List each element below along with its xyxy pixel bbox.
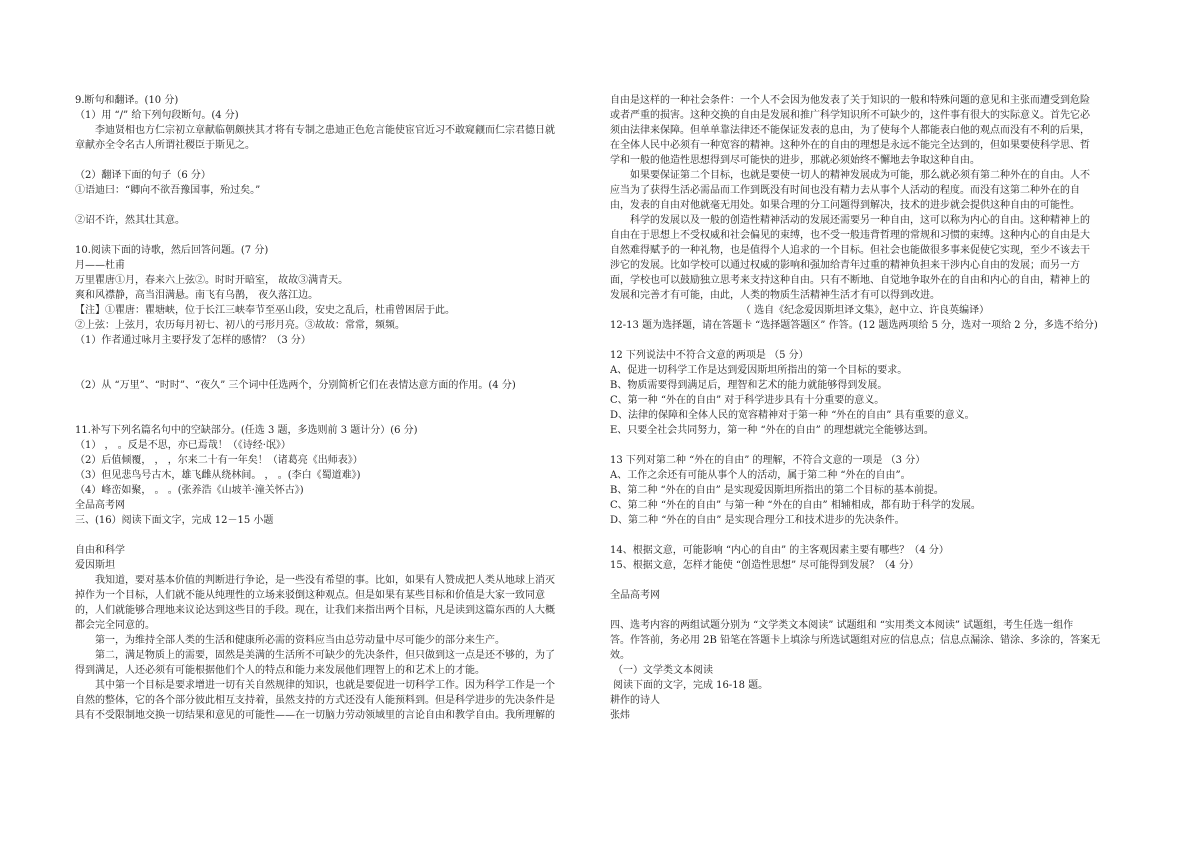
text-line: 如果要保证第二个目标，也就是要使一切人的精神发展成为可能，那么就必须有第二种外在的自由。人不 bbox=[630, 170, 1090, 181]
answer-space bbox=[75, 348, 585, 378]
text-line: 其中第一个目标是要求增进一切有关自然规律的知识，也就是要促进一切科学工作。因为科学工作是一个 bbox=[95, 680, 555, 691]
text-line: 自然难得赋予的一种礼物，也是值得个人追求的一个目标。但社会也能做很多事来促使它实现，至少不该去干 bbox=[610, 245, 1090, 256]
text-line: 第二，满足物质上的需要，固然是美满的生活所不可缺少的先决条件，但只做到这一点是还不够的，为了 bbox=[95, 650, 555, 661]
text-line: ②上弦：上弦月，农历每月初七、初八的弓形月亮。③故故：常常，频频。 bbox=[75, 320, 405, 331]
text-line: 学和一般的他造性思想得到尽可能快的进步，那就必须始终不懈地去争取这种自由。 bbox=[610, 155, 980, 166]
text-line: 具有不受限制地交换一切结果和意见的可能性——在一切脑力劳动领域里的言论自由和教学自由。我所理解的 bbox=[75, 710, 555, 721]
text-line: B、第二种 “外在的自由” 是实现爱因斯坦所指出的第二个目标的基本前提。 bbox=[610, 485, 944, 496]
text-line: 14、根据文意，可能影响 “内心的自由” 的主客观因素主要有哪些？（4 分） bbox=[610, 545, 949, 556]
text-line: 须由法律来保障。但单单靠法律还不能保证发表的息由，为了使每个人都能表白他的观点而没有不利的后果， bbox=[610, 125, 1090, 136]
text-line: （2）从 “万里”、“时时”、“夜久” 三个词中任选两个，分别简析它们在表情达意方面的作用。(4 分) bbox=[75, 380, 516, 391]
text-line: 9.断句和翻译。(10 分) bbox=[75, 95, 179, 106]
spacer bbox=[75, 528, 585, 543]
text-line: 我知道，要对基本价值的判断进行争论，是一些没有希望的事。比如，如果有人赞成把人类从地球上消灭 bbox=[95, 575, 555, 586]
text-line: 【注】①瞿唐：瞿塘峡，位于长江三峡奉节至巫山段，安史之乱后，杜甫曾困居于此。 bbox=[75, 305, 455, 316]
text-line: C、第二种 “外在的自由” 与第一种 “外在的自由” 相辅相成，都有助于科学的发展。 bbox=[610, 500, 981, 511]
text-line: （1）用 “/” 给下列句段断句。(4 分) bbox=[75, 110, 239, 121]
left-column bbox=[75, 93, 585, 723]
text-line: （2）后值倾覆， ， ，尔来二十有一年矣！（诸葛亮《出师表》） bbox=[75, 455, 363, 466]
text-line: 四、选考内容的两组试题分别为 “文学类文本阅读” 试题组和 “实用类文本阅读” 试题组，考生任选一组作 bbox=[610, 620, 1074, 631]
text-line: 万里瞿唐①月，春来六上弦②。时时开暗室， 故故③满青天。 bbox=[75, 275, 349, 286]
text-line: 张炜 bbox=[610, 710, 630, 721]
text-line: 章献亦全令名古人所谓社稷臣于斯见之。 bbox=[75, 140, 255, 151]
text-line: 阅读下面的文字，完成 16-18 题。 bbox=[613, 680, 769, 691]
text-line: ②诏不许，然其壮其意。 bbox=[75, 215, 185, 226]
text-line: 由，发表的自由对他就毫无用处。如果合理的分工问题得到解决，技术的进步就会提供这种自由的可能性。 bbox=[610, 200, 1080, 211]
text-line: A、促进一切科学工作是达到爱因斯坦所指出的第一个目标的要求。 bbox=[610, 365, 908, 376]
text-line: 三、(16）阅读下面文字，完成 12－15 小题 bbox=[75, 515, 274, 526]
text-line: 10.阅读下面的诗歌，然后回答问题。(7 分) bbox=[75, 245, 269, 256]
text-line: 或者严重的损害。这种交换的自由是发展和推广科学知识所不可缺少的，这件事有很大的实际意义。首先它必 bbox=[610, 110, 1090, 121]
text-line: D、法律的保障和全体人民的宽容精神对于第一种 “外在的自由” 具有重要的意义。 bbox=[610, 410, 975, 421]
text-line: 李迪贤相也方仁宗初立章献临朝颇挟其才将有专制之患迪正色危言能使宦官近习不敢窥觎而仁宗君德日就 bbox=[95, 125, 555, 136]
text-line: 爱因斯坦 bbox=[75, 560, 115, 571]
text-line: （一）文学类文本阅读 bbox=[613, 665, 713, 676]
text-line: D、第二种 “外在的自由” 是实现合理分工和技术进步的先决条件。 bbox=[610, 515, 905, 526]
text-line: 全品高考网 bbox=[75, 500, 125, 511]
text-line: 12-13 题为选择题，请在答题卡 “选择题答题区” 作答。(12 题选两项给 5 分，选对一项给 2 分，多选不给分) bbox=[610, 320, 1098, 331]
text-line: 发展和完善才有可能，由此，人类的物质生活精神生活才有可以得到改进。 bbox=[610, 290, 940, 301]
text-line: B、物质需要得到满足后，理智和艺术的能力就能够得到发展。 bbox=[610, 380, 888, 391]
text-line: 涉它的发展。比如学校可以通过权威的影响和强加给青年过重的精神负担来干涉内心自由的发展；而另一方 bbox=[610, 260, 1080, 271]
text-line: 面，学校也可以鼓励独立思考来支持这种自由。只有不断地、自觉地争取外在的自由和内心的自由，精神上的 bbox=[610, 275, 1090, 286]
text-line: 的，人们就能够合理地来议论达到这些目的手段。现在，让我们来指出两个目标，凡是读到这篇东西的人大概 bbox=[75, 605, 555, 616]
text-line: 13 下列对第二种 “外在的自由” 的理解，不符合文意的一项是 （3 分） bbox=[610, 455, 926, 466]
spacer bbox=[75, 198, 585, 213]
spacer bbox=[610, 573, 1120, 588]
text-line: （2）翻译下面的句子（6 分） bbox=[75, 170, 211, 181]
spacer bbox=[610, 528, 1120, 543]
text-line: 全品高考网 bbox=[610, 590, 660, 601]
spacer bbox=[610, 438, 1120, 453]
text-line: 自由和科学 bbox=[75, 545, 125, 556]
text-line: E、只要全社会共同努力，第一种 “外在的自由” 的理想就完全能够达到。 bbox=[610, 425, 934, 436]
text-line: （1） ， 。反是不思，亦已焉哉！（《诗经·氓》） bbox=[75, 440, 291, 451]
text-line: 11.补写下列名篇名句中的空缺部分。(任选 3 题，多选则前 3 题计分）(6 分) bbox=[75, 425, 418, 436]
text-line: 15、根据文意，怎样才能使 “创造性思想” 尽可能得到发展？（4 分） bbox=[610, 560, 919, 571]
text-line: （4）峰峦如聚， 。 。(张养浩《山坡羊·潼关怀古》) bbox=[75, 485, 304, 496]
answer-space bbox=[75, 393, 585, 423]
spacer bbox=[610, 603, 1120, 618]
text-line: 效。 bbox=[610, 650, 630, 661]
text-line: 自然的整体，它的各个部分彼此相互支持着，虽然支持的方式还没有人能预料到。但是科学进步的先决条件是 bbox=[75, 695, 555, 706]
text-line: （3）但见悲鸟号古木，雄飞雌从绕林间。 ， 。(李白《蜀道难》) bbox=[75, 470, 361, 481]
spacer bbox=[610, 333, 1120, 348]
text-line: 爽和风襟静，高当泪满悬。南飞有乌鹊， 夜久落江边。 bbox=[75, 290, 319, 301]
text-line: 第一，为维持全部人类的生活和健康所必需的资料应当由总劳动量中尽可能少的部分来生产。 bbox=[95, 635, 505, 646]
text-line: ①语迪曰：“卿向不欲吾豫国事，殆过矣。” bbox=[75, 185, 261, 196]
text-line: （ 选自《纪念爱因斯坦译文集》，赵中立、许良英编译） bbox=[740, 305, 990, 316]
text-line: 应当为了获得生活必需品而工作到既没有时间也没有精力去从事个人活动的程度。而没有这第二种外在的自 bbox=[610, 185, 1080, 196]
text-line: 掉作为一个目标，人们就不能从纯理性的立场来驳倒这种观点。但是如果有某些目标和价值是大家一致同意 bbox=[75, 590, 545, 601]
text-line: 得到满足，人还必须有可能根据他们个人的特点和能力来发展他们理智上的和艺术上的才能。 bbox=[75, 665, 485, 676]
text-line: 自由在于思想上不受权威和社会偏见的束缚，也不受一般违背哲理的常规和习惯的束缚。这种内心的自由是大 bbox=[610, 230, 1090, 241]
spacer bbox=[75, 228, 585, 243]
text-line: 月——杜甫 bbox=[75, 260, 125, 271]
text-line: 都会完全同意的。 bbox=[75, 620, 155, 631]
text-line: （1）作者通过咏月主要抒发了怎样的感情？（3 分） bbox=[75, 335, 311, 346]
text-line: 答。作答前，务必用 2B 铅笔在答题卡上填涂与所选试题组对应的信息点；信息点漏涂、错涂、多涂的，答案无 bbox=[610, 635, 1101, 646]
text-line: 科学的发展以及一般的创造性精神活动的发展还需要另一种自由，这可以称为内心的自由。这种精神上的 bbox=[630, 215, 1090, 226]
text-line: 耕作的诗人 bbox=[610, 695, 660, 706]
text-line: A、工作之余还有可能从事个人的活动，属于第二种 “外在的自由”。 bbox=[610, 470, 911, 481]
text-line: 在全体人民中必须有一种宽容的精神。这种外在的自由的理想是永远不能完全达到的，但如果要使科学思、哲 bbox=[610, 140, 1090, 151]
right-column bbox=[610, 93, 1120, 723]
text-line: 自由是这样的一种社会条件：一个人不会因为他发表了关于知识的一般和特殊问题的意见和主张而遭受到危险 bbox=[610, 95, 1090, 106]
text-line: 12 下列说法中不符合文意的两项是 （5 分） bbox=[610, 350, 809, 361]
text-line: C、第一种 “外在的自由” 对于科学进步具有十分重要的意义。 bbox=[610, 395, 885, 406]
spacer bbox=[75, 153, 585, 168]
